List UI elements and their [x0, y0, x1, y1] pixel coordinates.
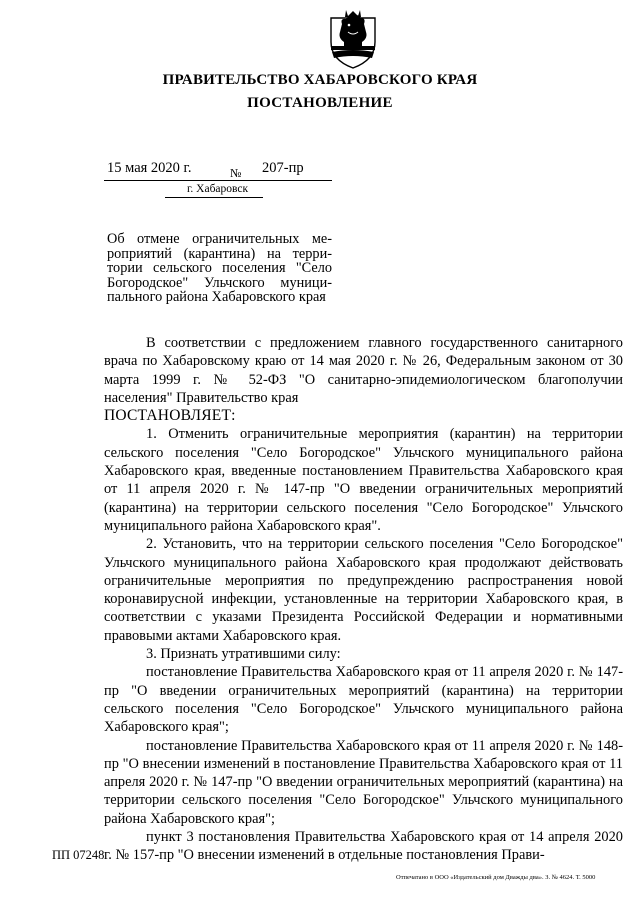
subject-line: Богородское" Ульчского муници- [107, 274, 332, 291]
decree-word: ПОСТАНОВЛЯЕТ: [104, 407, 236, 425]
document-subject [107, 232, 332, 305]
subject-line: пального района Хабаровского края [107, 289, 326, 306]
paragraph-3a: постановление Правительства Хабаровского края от 11 апреля 2020 г. № 147-пр "О введении ограничительных мероприятий (карантина) на территории сельского поселения "Село Богородское" Ульчского муниципального района Хабаровского края"; [104, 664, 623, 736]
coat-of-arms-icon [328, 8, 378, 70]
subject-line: тории сельского поселения "Село [107, 260, 332, 277]
paragraph-2: 2. Установить, что на территории сельского поселения "Село Богородское" Ульчского муниципального района Хабаровского края продолжают действовать ограничительные мероприятия по предупреждению распространения новой коронавирусной инфекции, установленные на территории Хабаровского края, в соответствии с указами Президента Российской Федерации и нормативными правовыми актами Хабаровского края. [104, 536, 623, 644]
preamble-paragraph: В соответствии с предложением главного государственного санитарного врача по Хабаровскому краю от 14 мая 2020 г. № 26, Федеральным законом от 30 марта 1999 г. № 52-ФЗ "О санитарно-эпидемиологическом благополучии населения" Правительство края [104, 335, 623, 406]
date-number-underline [104, 180, 332, 181]
document-date: 15 мая 2020 г. [107, 160, 192, 176]
city-underline [165, 197, 263, 198]
paragraph-1: 1. Отменить ограничительные мероприятия (карантин) на территории сельского поселения "Село Богородское" Ульчского муниципального района Хабаровского края, введенные постановлением Правительства Хабаровского края от 11 апреля 2020 г. № 147-пр "О введении ограничительных мероприятий (карантина) на территории сельского поселения "Село Богородское" Ульчского муниципального района Хабаровского края". [104, 426, 623, 534]
document-type: ПОСТАНОВЛЕНИЕ [247, 95, 393, 111]
paragraph-3c: пункт 3 постановления Правительства Хабаровского края от 14 апреля 2020 г. № 157-пр "О внесении изменений в отдельные постановления Прави- [104, 829, 623, 864]
subject-line: Об отмене ограничительных ме- [107, 231, 332, 247]
number-sign: № [230, 166, 242, 180]
document-city: г. Хабаровск [187, 183, 249, 195]
document-code: ПП 07248 [52, 848, 105, 862]
subject-line: роприятий (карантина) на терри- [107, 245, 332, 262]
paragraph-3b: постановление Правительства Хабаровского края от 11 апреля 2020 г. № 148-пр "О внесении изменений в постановление Правительства Хабаровского края от 11 апреля 2020 г. № 147-пр "О введении ограничительных мероприятий (карантина) на территории сельского поселения "Село Богородское" Ульчского муниципального района Хабаровского края"; [104, 737, 623, 827]
paragraph-3: 3. Признать утратившими силу: [146, 646, 341, 663]
document-body [104, 334, 623, 865]
document-number: 207-пр [262, 160, 304, 176]
organization-title: ПРАВИТЕЛЬСТВО ХАБАРОВСКОГО КРАЯ [162, 72, 478, 88]
printer-imprint: Отпечатано в ООО «Издательский дом Дважды два». З. № 4624. Т. 5000 [396, 874, 596, 881]
